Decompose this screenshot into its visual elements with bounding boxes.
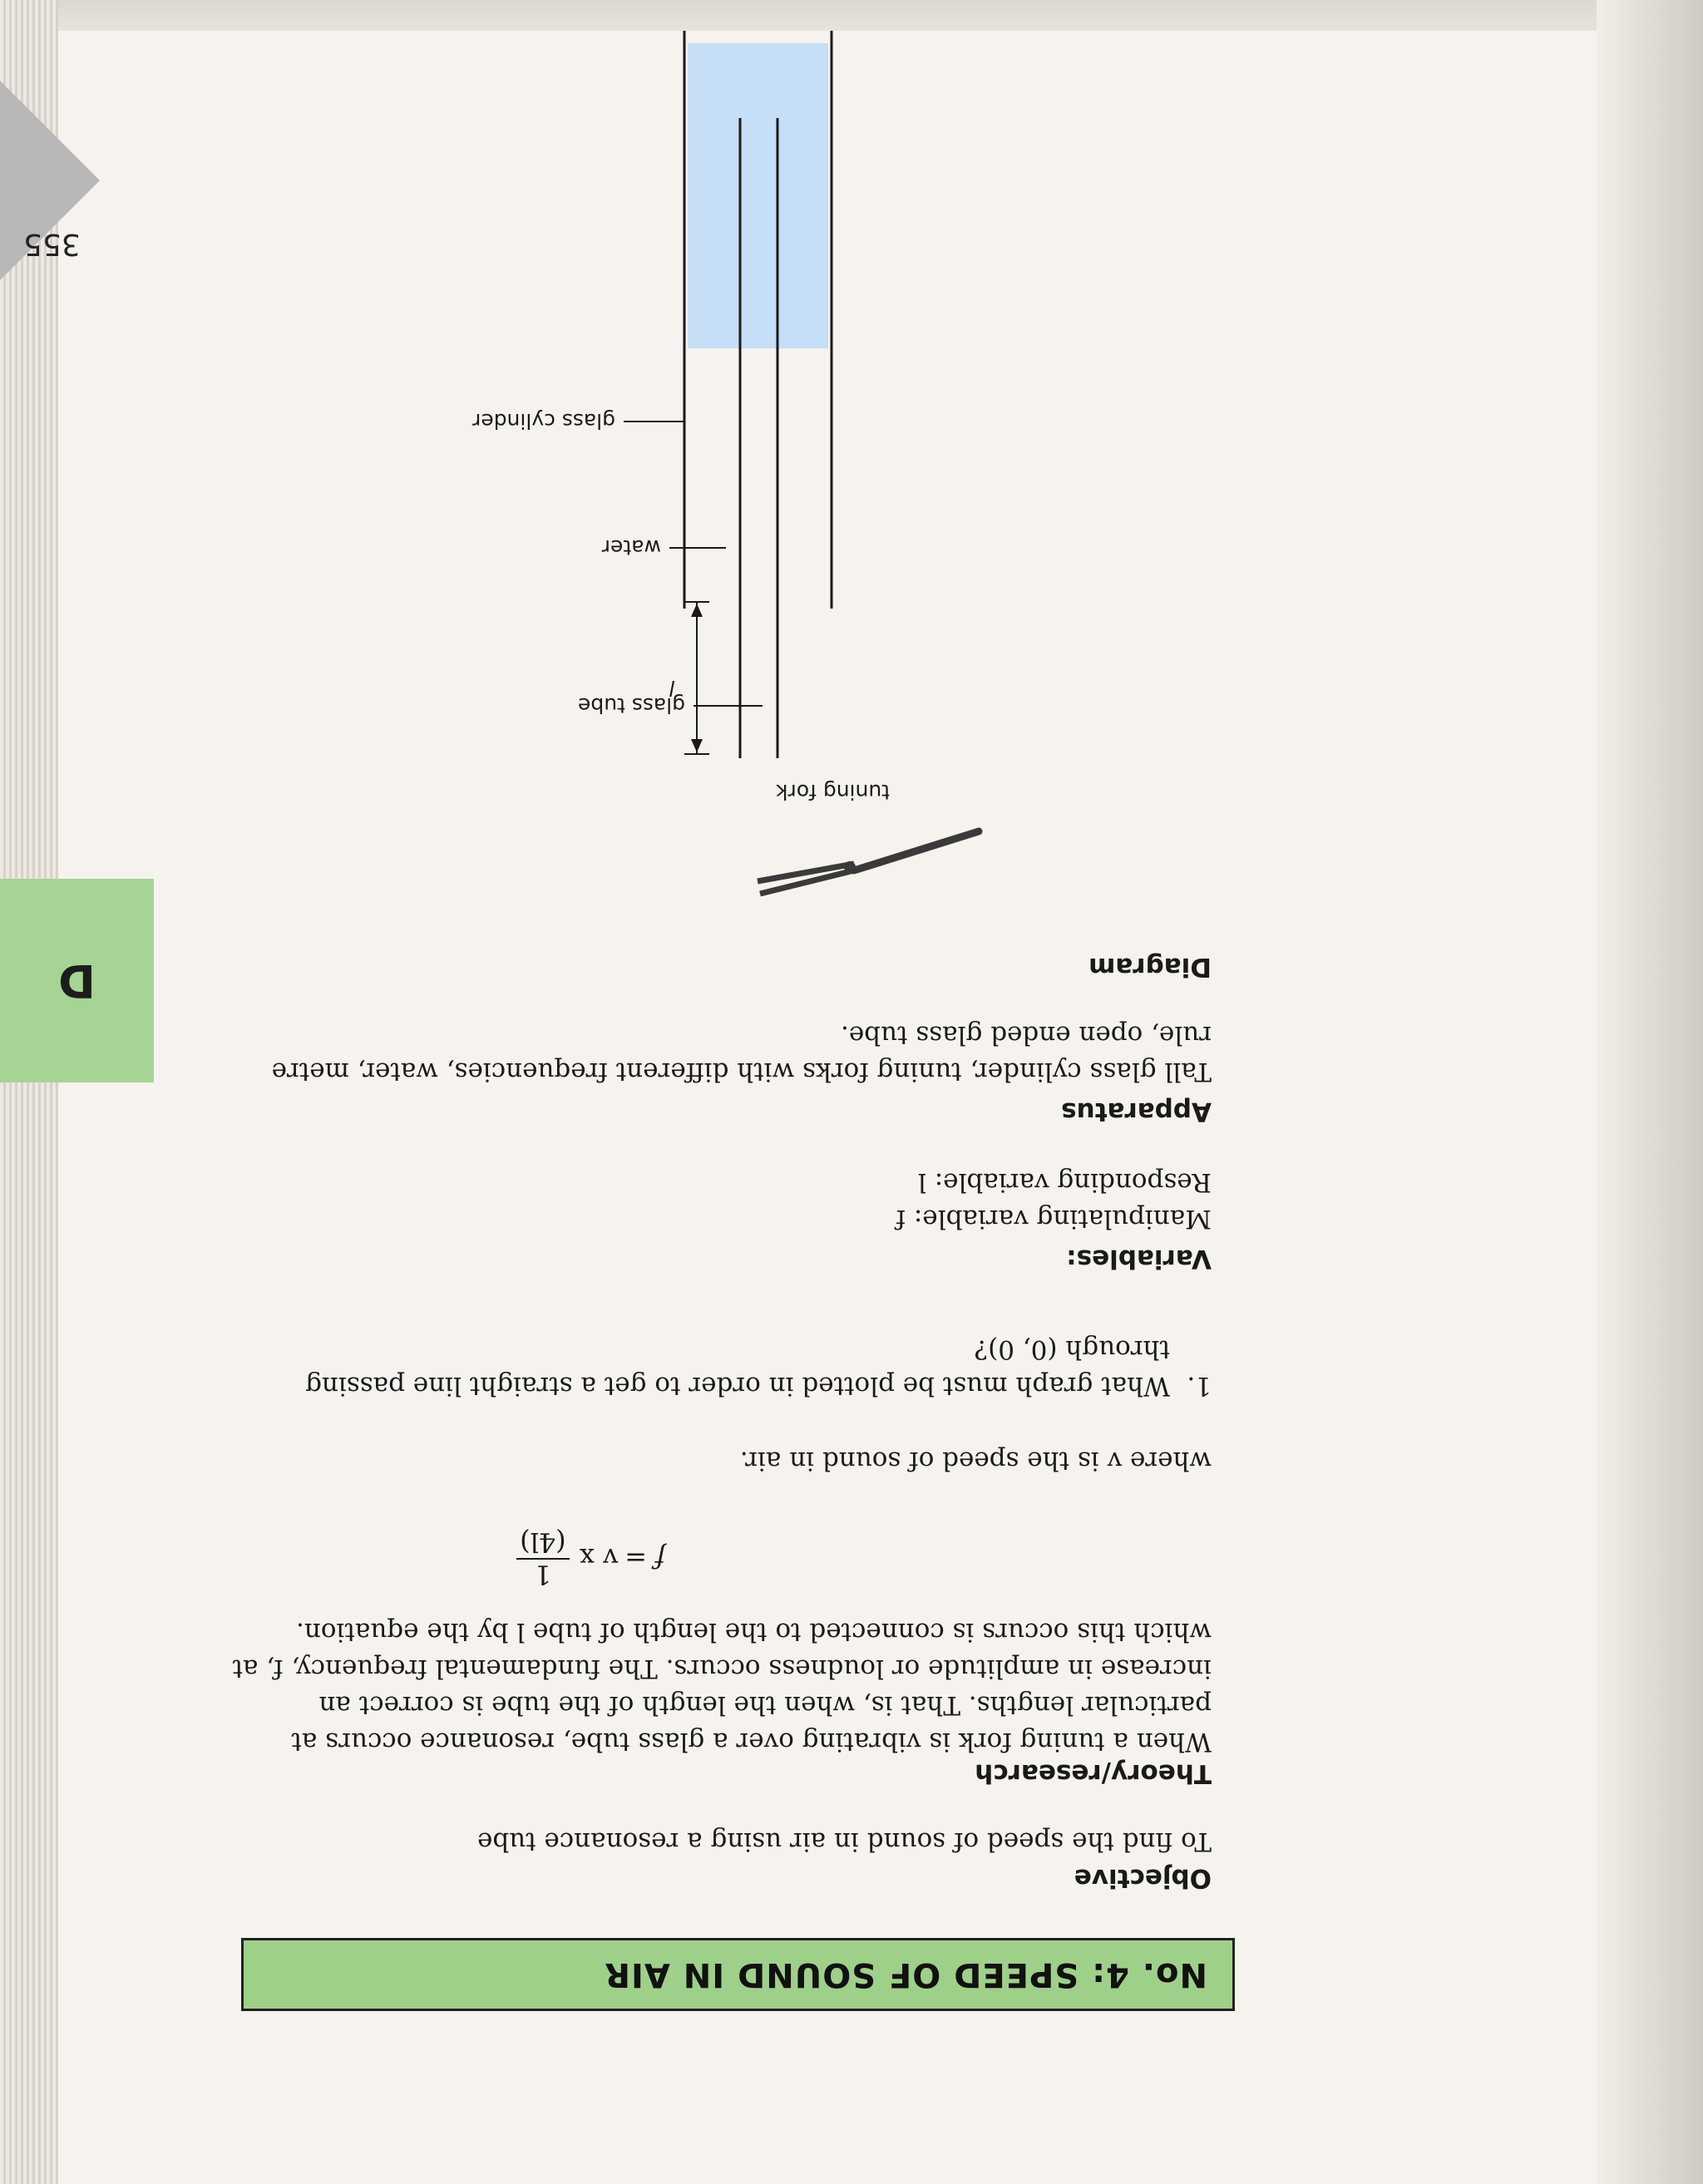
page-number: 355 xyxy=(23,227,81,261)
stacked-page-edges xyxy=(0,0,58,2184)
length-arrow xyxy=(684,602,709,754)
section-letter: D xyxy=(58,954,96,1007)
water-column xyxy=(688,43,828,348)
theory-heading: Theory/research xyxy=(975,1758,1212,1788)
label-glass-cylinder: glass cylinder xyxy=(472,409,615,433)
equation-numerator: 1 xyxy=(534,1559,552,1590)
theory-text: When a tuning fork is vibrating over a glass tube, resonance occurs at particular lengths. That is, when the length of the tube is correct an increase in amplitude or loudness occurs. The fundamental frequency, f, at which this occurs is connected to the length of tube l by the equation. xyxy=(232,1617,1212,1757)
equation-middle: v x xyxy=(579,1542,619,1574)
equation-denominator: (4l) xyxy=(520,1526,566,1558)
label-tuning-fork: tuning fork xyxy=(776,780,890,804)
tuning-fork-icon xyxy=(758,831,979,894)
objective-text: To find the speed of sound in air using a resonance tube xyxy=(476,1827,1212,1856)
page-title: No. 4: SPEED OF SOUND IN AIR xyxy=(241,1938,1235,2011)
book-gutter xyxy=(1597,0,1703,2184)
equation-lhs: f = xyxy=(624,1542,665,1574)
objective-heading: Objective xyxy=(1074,1863,1212,1893)
apparatus-text: Tall glass cylinder, tuning forks with different frequencies, water, metre rule, open ended glass tube. xyxy=(271,1020,1212,1087)
page-bottom-edge xyxy=(0,0,1597,31)
label-length: l xyxy=(669,676,675,700)
diagram-heading: Diagram xyxy=(1088,952,1212,982)
variables-heading: Variables: xyxy=(1066,1244,1212,1274)
where-text: where v is the speed of sound in air. xyxy=(739,1446,1212,1476)
question-text: What graph must be plotted in order to get a straight line passing through (0, 0)? xyxy=(305,1334,1170,1401)
question-number: 1. xyxy=(1187,1371,1212,1401)
section-tab xyxy=(0,879,154,1082)
label-water: water xyxy=(601,535,661,560)
apparatus-heading: Apparatus xyxy=(1061,1097,1212,1127)
responding-variable: Responding variable: l xyxy=(917,1167,1212,1197)
label-glass-tube: glass tube xyxy=(577,693,685,717)
manipulating-variable: Manipulating variable: f xyxy=(896,1204,1212,1234)
